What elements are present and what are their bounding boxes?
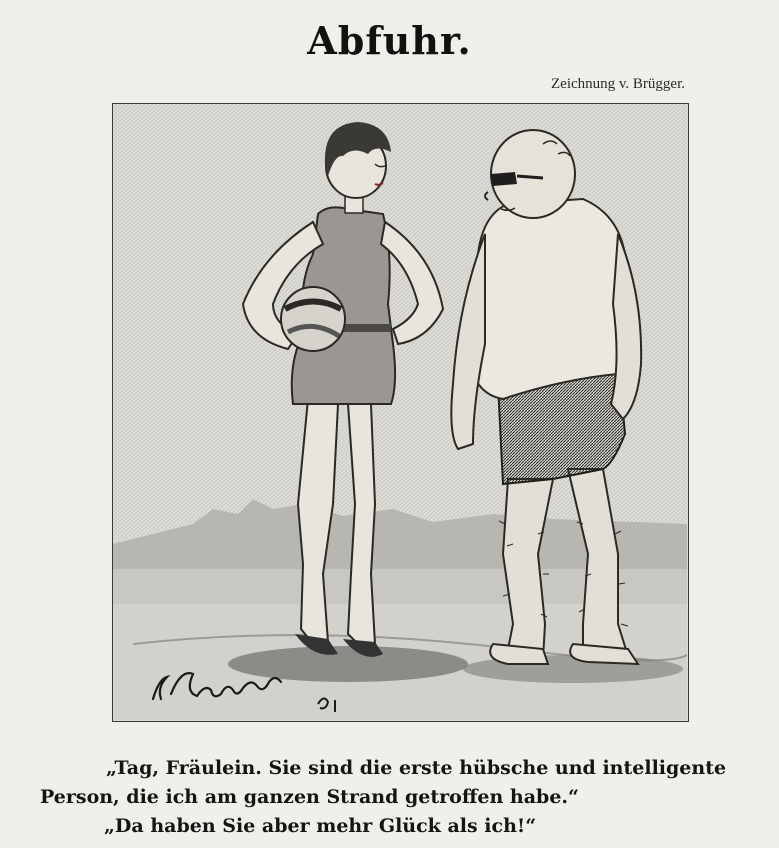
artist-credit: Zeichnung v. Brügger. xyxy=(551,76,685,92)
page-title: Abfuhr. xyxy=(307,18,472,63)
cartoon-caption xyxy=(28,754,768,841)
glasses xyxy=(491,172,517,186)
woman-shadow xyxy=(228,646,468,682)
caption-line-3: „Da haben Sie aber mehr Glück als ich!“ xyxy=(104,815,537,837)
caption-line-1: „Tag, Fräulein. Sie sind die erste hübsche und intelligente xyxy=(106,757,727,779)
cartoon-drawing xyxy=(113,104,687,720)
cartoon-illustration xyxy=(112,103,689,722)
beach-ball xyxy=(281,287,345,351)
caption-line-2: Person, die ich am ganzen Strand getroffen habe.“ xyxy=(40,786,579,808)
